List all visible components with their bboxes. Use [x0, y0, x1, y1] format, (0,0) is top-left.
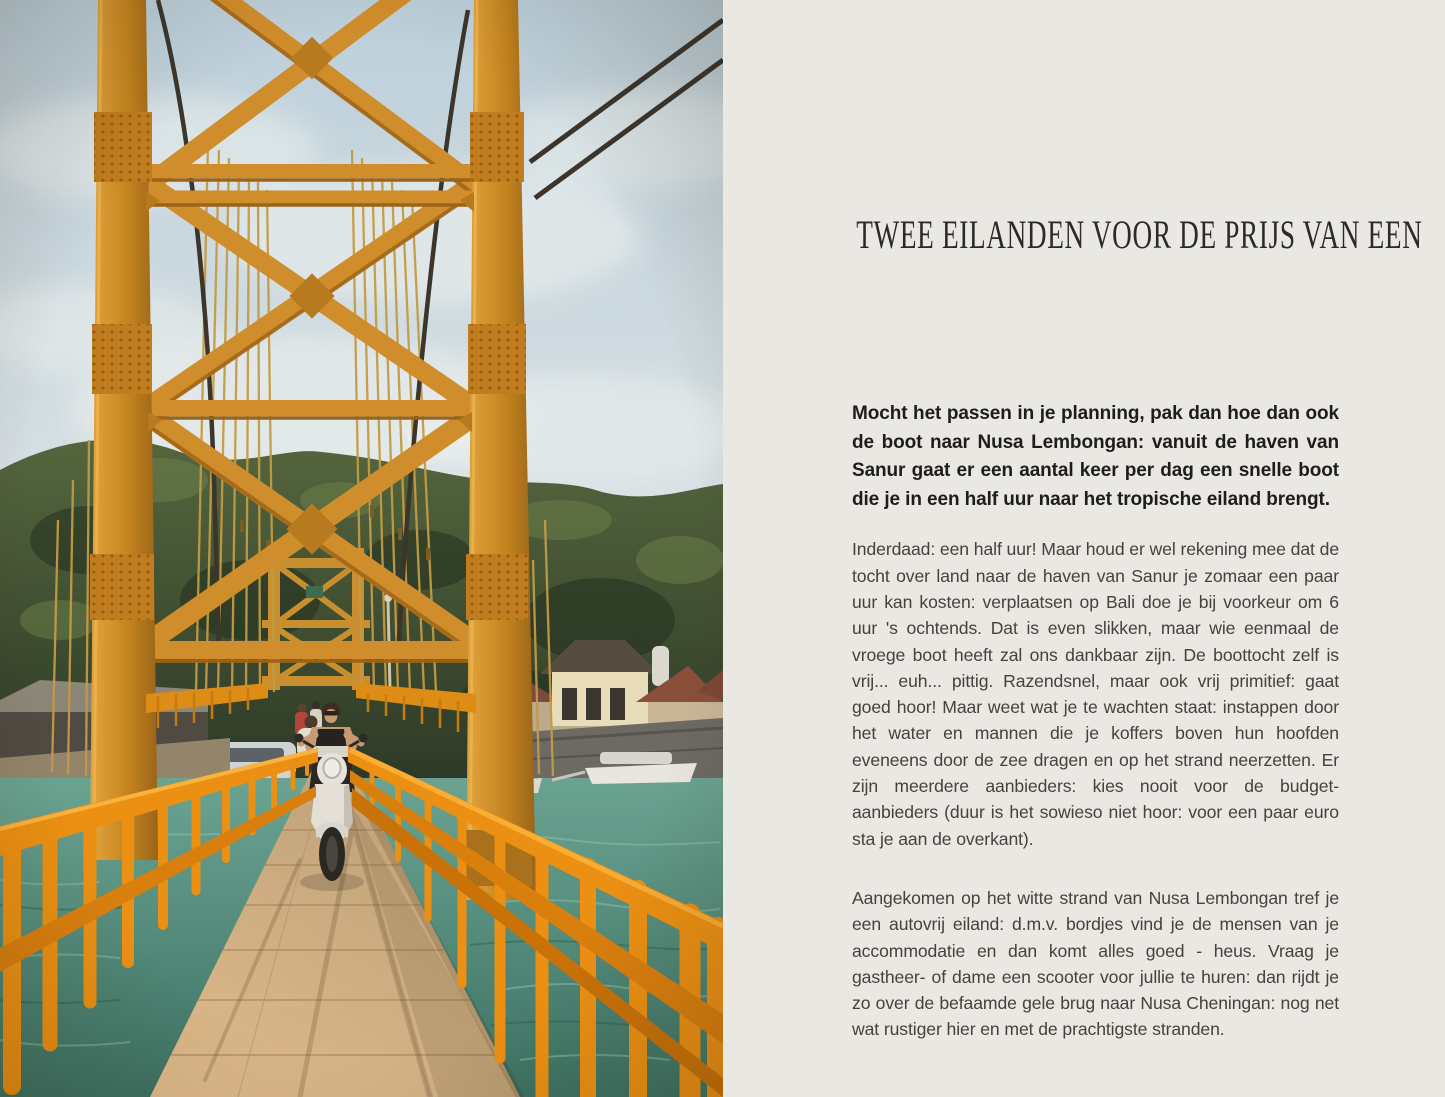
page-title: TWEE EILANDEN VOOR DE PRIJS VAN EEN	[856, 212, 1423, 257]
title-wrap	[723, 213, 1445, 257]
intro-paragraph: Mocht het passen in je planning, pak dan hoe dan ook de boot naar Nusa Lembongan: vanuit de haven van Sanur gaat er een aantal keer per dag een snelle boot die je in een half uur naar het tropische eiland brengt.	[852, 403, 1339, 510]
article-content	[852, 400, 1339, 1076]
body-paragraph-1: Inderdaad: een half uur! Maar houd er wel rekening mee dat de tocht over land naar de haven van Sanur je zomaar een paar uur kan kosten: verplaatsen op Bali doe je bij voorkeur om 6 uur 's ochtends. Dat is even slikken, maar wie eenmaal de vroege boot heeft zal ons dankbaar zijn. De boottocht zelf is vrij... euh... pittig. Razendsnel, maar ook vrij primitief: gaat goed hoor! Maar weet wat je te wachten staat: instappen door het water en mannen die je koffers boven hun hoofden eveneens door de zee dragen en op het strand neerzetten. Er zijn meerdere aanbieders: kies nooit voor de budget-aanbieders (duur is het sowieso niet hoor: voor een paar euro sta je aan de overkant).	[852, 539, 1339, 849]
body-paragraph-2: Aangekomen op het witte strand van Nusa Lembongan tref je een autovrij eiland: d.m.v. bordjes vind je de mensen van je accommodatie en dan komt alles goed - heus. Vraag je gastheer- of dame een scooter voor jullie te huren: dan rijdt je zo over de befaamde gele brug naar Nusa Cheningan: nog net wat rustiger hier en met de prachtigste stranden.	[852, 887, 1339, 1040]
article-page	[723, 0, 1445, 1097]
